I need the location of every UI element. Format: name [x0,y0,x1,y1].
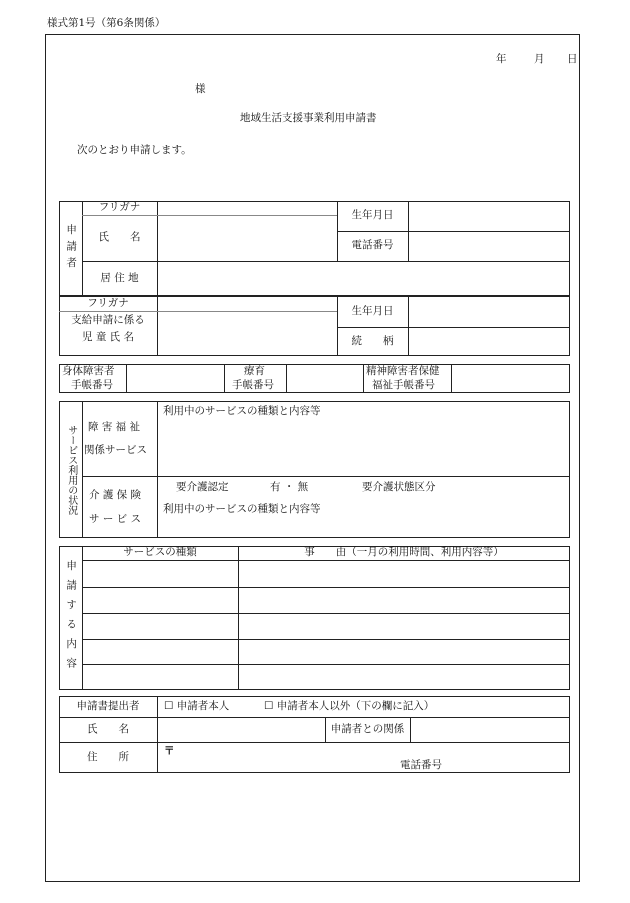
applicant-phone-label: 電話番号 [351,239,394,252]
care-level-label: 要介護状態区分 [362,481,436,493]
care-service-field[interactable] [158,518,569,537]
applicant-section-label: 申請者 [65,223,78,274]
child-relationship-label: 続 柄 [351,334,394,347]
welfare-service-label-2: 関係サービス [84,444,147,456]
child-furigana-label: フリガナ [87,296,129,309]
request-reason-cell[interactable] [239,614,569,638]
applicant-address-field[interactable] [158,262,569,295]
welfare-service-detail-label: 利用中のサービスの種類と内容等 [163,405,321,417]
request-reason-cell[interactable] [239,561,569,586]
child-name-label-line1: 支給申請に係る [71,313,145,326]
addressee-suffix: 様 [195,83,206,95]
applicant-furigana-label: フリガナ [98,201,141,214]
form-title: 地域生活支援事業利用申請書 [240,112,377,124]
request-service-cell[interactable] [83,561,237,586]
request-service-col-header: サービスの種類 [123,546,197,559]
request-service-cell[interactable] [83,588,237,612]
child-dob-field[interactable] [409,297,569,326]
submitter-label: 申請書提出者 [76,699,140,712]
request-reason-col-header: 事 由（一月の利用時間、利用内容等） [304,546,504,559]
ryoiku-handbook-label-1: 療育 [244,365,265,377]
physical-handbook-field[interactable] [127,365,223,392]
postal-mark: 〒 [164,745,175,757]
child-relationship-field[interactable] [409,328,569,355]
request-reason-cell[interactable] [239,588,569,612]
request-service-cell[interactable] [83,614,237,638]
request-section-label: 申請する内容 [65,559,78,677]
date-year-label: 年 [496,53,507,65]
care-insurance-label-2: サ ー ビ ス [89,513,142,525]
request-reason-cell[interactable] [239,640,569,663]
care-service-detail-label: 利用中のサービスの種類と内容等 [163,503,321,515]
service-status-section-label: サービス利用の状況 [65,424,77,515]
date-month-label: 月 [534,53,545,65]
applicant-phone-field[interactable] [409,232,569,260]
submitter-address-field[interactable] [175,743,569,772]
submitter-name-field[interactable] [158,718,324,741]
care-certification-label: 要介護認定 [176,481,229,493]
ryoiku-handbook-label-2: 手帳番号 [232,379,274,391]
request-service-cell[interactable] [83,665,237,689]
submitter-name-label: 氏 名 [87,722,129,735]
physical-handbook-label-2: 手帳番号 [71,379,113,391]
submitter-address-label: 住 所 [87,750,129,763]
welfare-service-field[interactable] [158,420,569,475]
request-service-cell[interactable] [83,640,237,663]
applicant-name-label: 氏 名 [98,231,141,244]
child-dob-label: 生年月日 [351,304,394,317]
applicant-furigana-field[interactable] [158,202,336,215]
welfare-service-label-1: 障 害 福 祉 [88,421,141,433]
care-insurance-label-1: 介 護 保 険 [89,489,142,501]
child-furigana-field[interactable] [158,297,336,310]
submitter-relation-label: 申請者との関係 [330,722,405,735]
care-yes-no-option[interactable]: 有 ・ 無 [270,481,309,493]
submitter-other-checkbox[interactable]: ☐ 申請者本人以外（下の欄に記入） [264,700,435,712]
submitter-self-checkbox[interactable]: ☐ 申請者本人 [164,700,230,712]
date-day-label: 日 [567,53,578,65]
submitter-relation-field[interactable] [411,718,569,741]
child-name-label-line2: 児 童 氏 名 [81,330,134,343]
mental-handbook-field[interactable] [452,365,569,392]
form-number: 様式第1号（第6条関係） [47,17,166,29]
intro-text: 次のとおり申請します。 [77,144,192,156]
applicant-dob-label: 生年月日 [351,209,394,222]
mental-handbook-label-2: 福祉手帳番号 [372,379,435,391]
ryoiku-handbook-field[interactable] [287,365,362,392]
request-reason-cell[interactable] [239,665,569,689]
physical-handbook-label-1: 身体障害者 [62,365,115,377]
applicant-dob-field[interactable] [409,202,569,230]
applicant-address-label: 居 住 地 [100,271,139,284]
mental-handbook-label-1: 精神障害者保健 [366,365,440,377]
applicant-name-field[interactable] [158,216,336,260]
submitter-phone-label: 電話番号 [400,759,442,771]
child-name-field[interactable] [158,312,336,355]
